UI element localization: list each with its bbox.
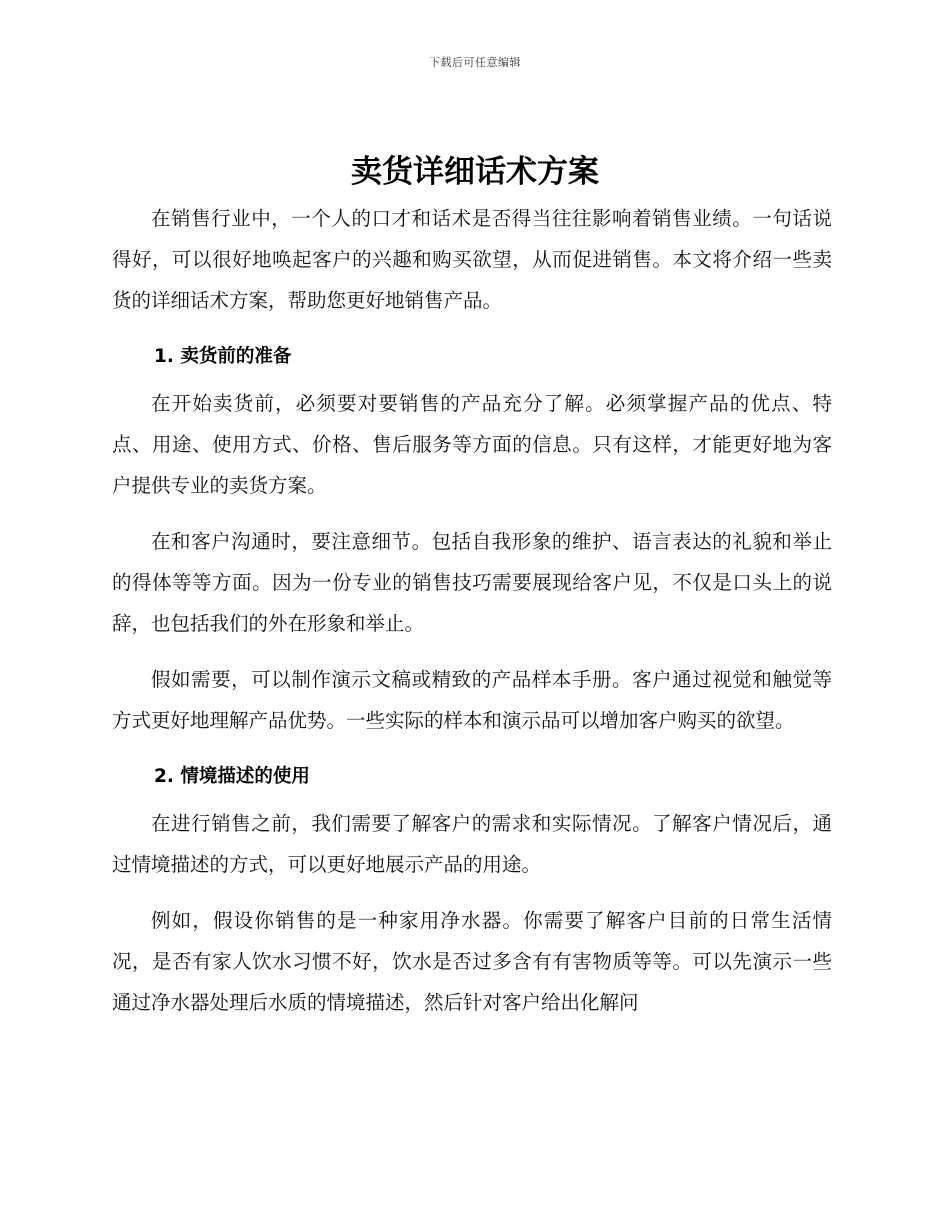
paragraph: 例如，假设你销售的是一种家用净水器。你需要了解客户目前的日常生活情况，是否有家人饮水习惯不好，饮水是否过多含有有害物质等等。可以先演示一些通过净水器处理后水质的情境描述，然后针对客户给出化解问 bbox=[112, 909, 832, 1014]
paragraph: 在进行销售之前，我们需要了解客户的需求和实际情况。了解客户情况后，通过情境描述的方式，可以更好地展示产品的用途。 bbox=[112, 812, 832, 876]
page-header-note: 下载后可任意编辑 bbox=[429, 56, 521, 69]
intro-paragraph: 在销售行业中，一个人的口才和话术是否得当往往影响着销售业绩。一句话说得好，可以很好地唤起客户的兴趣和购买欲望，从而促进销售。本文将介绍一些卖货的详细话术方案，帮助您更好地销售产品。 bbox=[112, 207, 832, 312]
document-title: 卖货详细话术方案 bbox=[351, 154, 599, 190]
section-heading-preparation: 1. 卖货前的准备 bbox=[154, 346, 292, 367]
section-heading-scenario: 2. 情境描述的使用 bbox=[154, 766, 310, 787]
paragraph: 在和客户沟通时，要注意细节。包括自我形象的维护、语言表达的礼貌和举止的得体等等方面。因为一份专业的销售技巧需要展现给客户见，不仅是口头上的说辞，也包括我们的外在形象和举止。 bbox=[112, 530, 832, 635]
paragraph: 假如需要，可以制作演示文稿或精致的产品样本手册。客户通过视觉和触觉等方式更好地理解产品优势。一些实际的样本和演示品可以增加客户购买的欲望。 bbox=[112, 668, 832, 732]
document-body bbox=[112, 198, 832, 1023]
paragraph: 在开始卖货前，必须要对要销售的产品充分了解。必须掌握产品的优点、特点、用途、使用方式、价格、售后服务等方面的信息。只有这样，才能更好地为客户提供专业的卖货方案。 bbox=[112, 392, 832, 497]
